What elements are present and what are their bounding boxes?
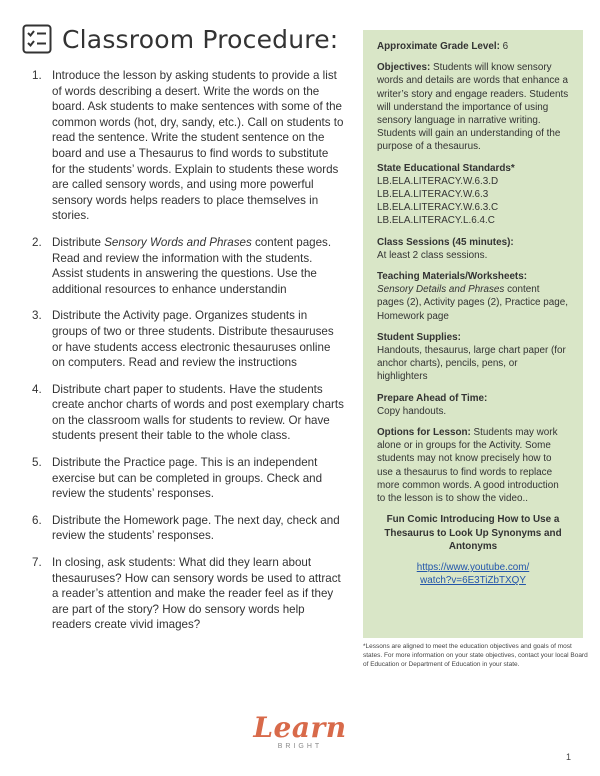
checklist-icon bbox=[22, 24, 52, 54]
standard-item: LB.ELA.LITERACY.W.6.3.C bbox=[377, 202, 499, 214]
procedure-step bbox=[32, 555, 344, 633]
procedure-step bbox=[32, 382, 344, 444]
step-text: Distribute the Activity page. Organizes students in groups of two or three students. Distribute thesauruses or have students access electronic thesauruses online on computers. Read and review the instructions bbox=[52, 309, 334, 370]
step-number: 6. bbox=[32, 513, 42, 527]
lesson-details-sidebar bbox=[363, 30, 583, 638]
page-number: 1 bbox=[566, 752, 572, 762]
grade-level: Approximate Grade Level: 6 bbox=[377, 41, 509, 52]
procedure-step bbox=[32, 308, 344, 370]
procedure-list bbox=[32, 68, 344, 644]
step-number: 3. bbox=[32, 309, 42, 323]
content-page-title: Sensory Words and Phrases bbox=[104, 235, 252, 249]
step-text: Distribute chart paper to students. Have the students create anchor charts of words and post exemplary charts on the classroom walls for students to review. Or have students present their table to the whole class. bbox=[52, 382, 344, 443]
procedure-step bbox=[32, 235, 344, 297]
step-text: Distribute the Homework page. The next day, check and review the students’ responses. bbox=[52, 513, 340, 543]
step-number: 2. bbox=[32, 235, 42, 249]
standard-item: LB.ELA.LITERACY.W.6.3.D bbox=[377, 175, 499, 187]
standard-item: LB.ELA.LITERACY.W.6.3 bbox=[377, 189, 489, 201]
step-text: Distribute Sensory Words and Phrases content pages. Read and review the information with the students. Assist students in answering the questions. Use the additional resources to enhance understandin bbox=[52, 235, 332, 296]
title-row bbox=[22, 24, 338, 54]
teaching-materials: Teaching Materials/Worksheets: Sensory Details and Phrases content pages (2), Activity pages (2), Practice page, Homework page bbox=[377, 271, 569, 322]
video-link[interactable]: https://www.youtube.com/ watch?v=6E3TiZbTXQY bbox=[416, 561, 530, 587]
step-text: Introduce the lesson by asking students to provide a list of words describing a desert. Write the words on the board. Ask students to make sentences with some of the common words (hot, dry, sandy, etc.). Call on students to read the sentence. Write the student sentence on the board and use a Thesaurus to find words to substitute for the students’ words. Explain to students these words are called sensory words, and using more powerful sensory words helps readers to place themselves in stories. bbox=[52, 69, 344, 223]
step-text: Distribute the Practice page. This is an independent exercise but can be completed in groups. Check and review the students’ responses. bbox=[52, 456, 323, 501]
page-title: Classroom Procedure: bbox=[62, 24, 339, 54]
procedure-step bbox=[32, 68, 344, 224]
standards-heading: State Educational Standards* bbox=[377, 162, 515, 174]
logo-subtitle: BRIGHT bbox=[277, 743, 323, 750]
step-number: 4. bbox=[32, 382, 42, 396]
standards-footnote: *Lessons are aligned to meet the education objectives and goals of most states. For more information on your state objectives, contact your local Board of Education or Department of Education in your state. bbox=[363, 643, 588, 668]
prepare-ahead: Prepare Ahead of Time: Copy handouts. bbox=[377, 392, 488, 417]
objectives: Objectives: Students will know sensory words and details are words that enhance a writer’s story and engage readers. Students will understand the importance of using sensory language in narrative writing. Students will gain an understanding of the purpose of a thesaurus. bbox=[377, 62, 569, 153]
procedure-step bbox=[32, 513, 344, 544]
step-number: 5. bbox=[32, 456, 42, 470]
lesson-options: Options for Lesson: Students may work alone or in groups for the Activity. Some students may not know precisely how to use a thesaurus to find words to replace more common words. A good introduction to the lesson is to show the video.. bbox=[377, 427, 559, 505]
standard-item: LB.ELA.LITERACY.L.6.4.C bbox=[377, 215, 495, 227]
class-sessions: Class Sessions (45 minutes): At least 2 class sessions. bbox=[377, 236, 514, 261]
step-text: In closing, ask students: What did they learn about thesauruses? How can sensory words be used to attract a reader’s attention and make the reader feel as if they are part of the story? How do sensory words help readers create vivid images? bbox=[52, 556, 341, 632]
step-number: 1. bbox=[32, 69, 42, 82]
state-standards bbox=[377, 162, 569, 228]
comic-title: Fun Comic Introducing How to Use a Thesaurus to Look Up Synonyms and Antonyms bbox=[384, 514, 562, 552]
logo-wordmark: Learn bbox=[253, 711, 347, 744]
learn-bright-logo bbox=[250, 711, 350, 750]
student-supplies: Student Supplies: Handouts, thesaurus, large chart paper (for anchor charts), pencils, pens, or highlighters bbox=[377, 331, 566, 383]
procedure-step bbox=[32, 455, 344, 502]
step-number: 7. bbox=[32, 556, 42, 570]
